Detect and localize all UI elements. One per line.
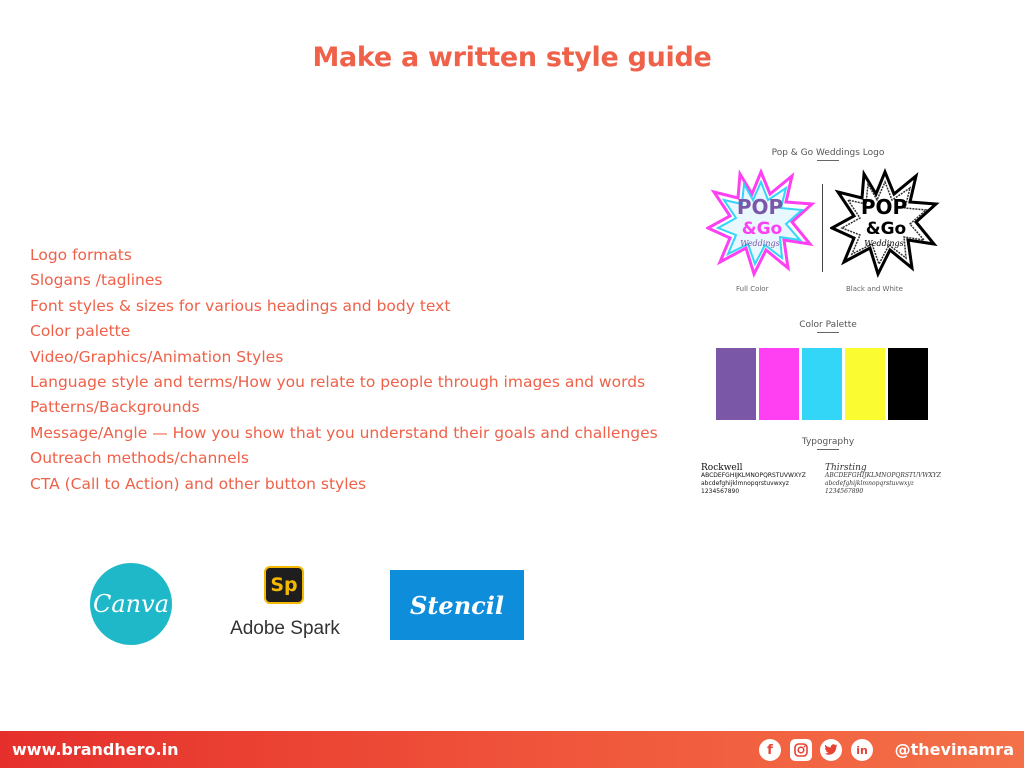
adobe-spark-icon-text: Sp (270, 574, 298, 596)
font-sample-rockwell (701, 464, 806, 496)
logo-go-text: &Go (865, 219, 907, 239)
logo-weddings-text: Weddings (864, 239, 904, 248)
list-item: Font styles & sizes for various headings and body text (30, 296, 451, 315)
facebook-icon[interactable]: f (759, 739, 781, 761)
logo-pop-text: POP (736, 195, 784, 219)
typography-heading: Typography (698, 437, 958, 450)
logo-divider (822, 184, 823, 272)
logo-weddings-text: Weddings (740, 239, 780, 248)
font-sample-script (825, 464, 941, 496)
palette-heading: Color Palette (698, 320, 958, 333)
linkedin-icon[interactable]: in (851, 739, 873, 761)
font-name: Thirsting (825, 463, 867, 473)
logo-go-text: &Go (741, 219, 783, 239)
list-item: Outreach methods/channels (30, 449, 250, 468)
font-sample-lower: abcdefghijklmnopqrstuvwxyz (825, 480, 914, 487)
list-item: CTA (Call to Action) and other button styles (30, 474, 367, 493)
list-item: Patterns/Backgrounds (30, 398, 200, 417)
color-swatch-cyan (802, 348, 842, 420)
color-swatch-yellow (845, 348, 885, 420)
adobe-spark-icon (264, 566, 304, 604)
bullet-list (30, 243, 658, 497)
list-item: Slogans /taglines (30, 271, 163, 290)
footer-bar (0, 731, 1024, 768)
website-link[interactable]: www.brandhero.in (12, 740, 179, 759)
social-handle[interactable]: @thevinamra (894, 740, 1014, 759)
list-item: Message/Angle — How you show that you understand their goals and challenges (30, 423, 658, 442)
black-white-label: Black and White (846, 285, 903, 293)
black-white-logo (830, 168, 940, 280)
font-name: Rockwell (701, 463, 743, 473)
full-color-logo (706, 168, 816, 280)
list-item: Logo formats (30, 246, 132, 264)
canva-logo-text: Canva (93, 590, 169, 618)
font-sample-upper: ABCDEFGHIJKLMNOPQRSTUVWXYZ (825, 472, 941, 479)
twitter-icon[interactable] (820, 739, 842, 761)
font-sample-upper: ABCDEFGHIJKLMNOPQRSTUVWXYZ (701, 472, 806, 479)
list-item: Language style and terms/How you relate to people through images and words (30, 372, 646, 391)
color-swatch-black (888, 348, 928, 420)
color-swatch-purple (716, 348, 756, 420)
list-item: Video/Graphics/Animation Styles (30, 347, 284, 366)
font-sample-lower: abcdefghijklmnopqrstuvwxyz (701, 480, 789, 487)
stencil-logo (390, 570, 524, 640)
font-sample-digits: 1234567890 (825, 488, 864, 495)
style-guide-example (698, 140, 958, 510)
full-color-label: Full Color (736, 285, 769, 293)
logo-pop-text: POP (860, 195, 908, 219)
adobe-spark-wordmark: Adobe Spark (230, 618, 340, 639)
page-title: Make a written style guide (312, 42, 712, 73)
font-sample-digits: 1234567890 (701, 488, 740, 495)
logo-section-heading: Pop & Go Weddings Logo (698, 148, 958, 161)
color-swatch-magenta (759, 348, 799, 420)
instagram-icon[interactable] (790, 739, 812, 761)
list-item: Color palette (30, 322, 131, 341)
canva-logo (90, 563, 172, 645)
stencil-logo-text: Stencil (410, 590, 504, 620)
